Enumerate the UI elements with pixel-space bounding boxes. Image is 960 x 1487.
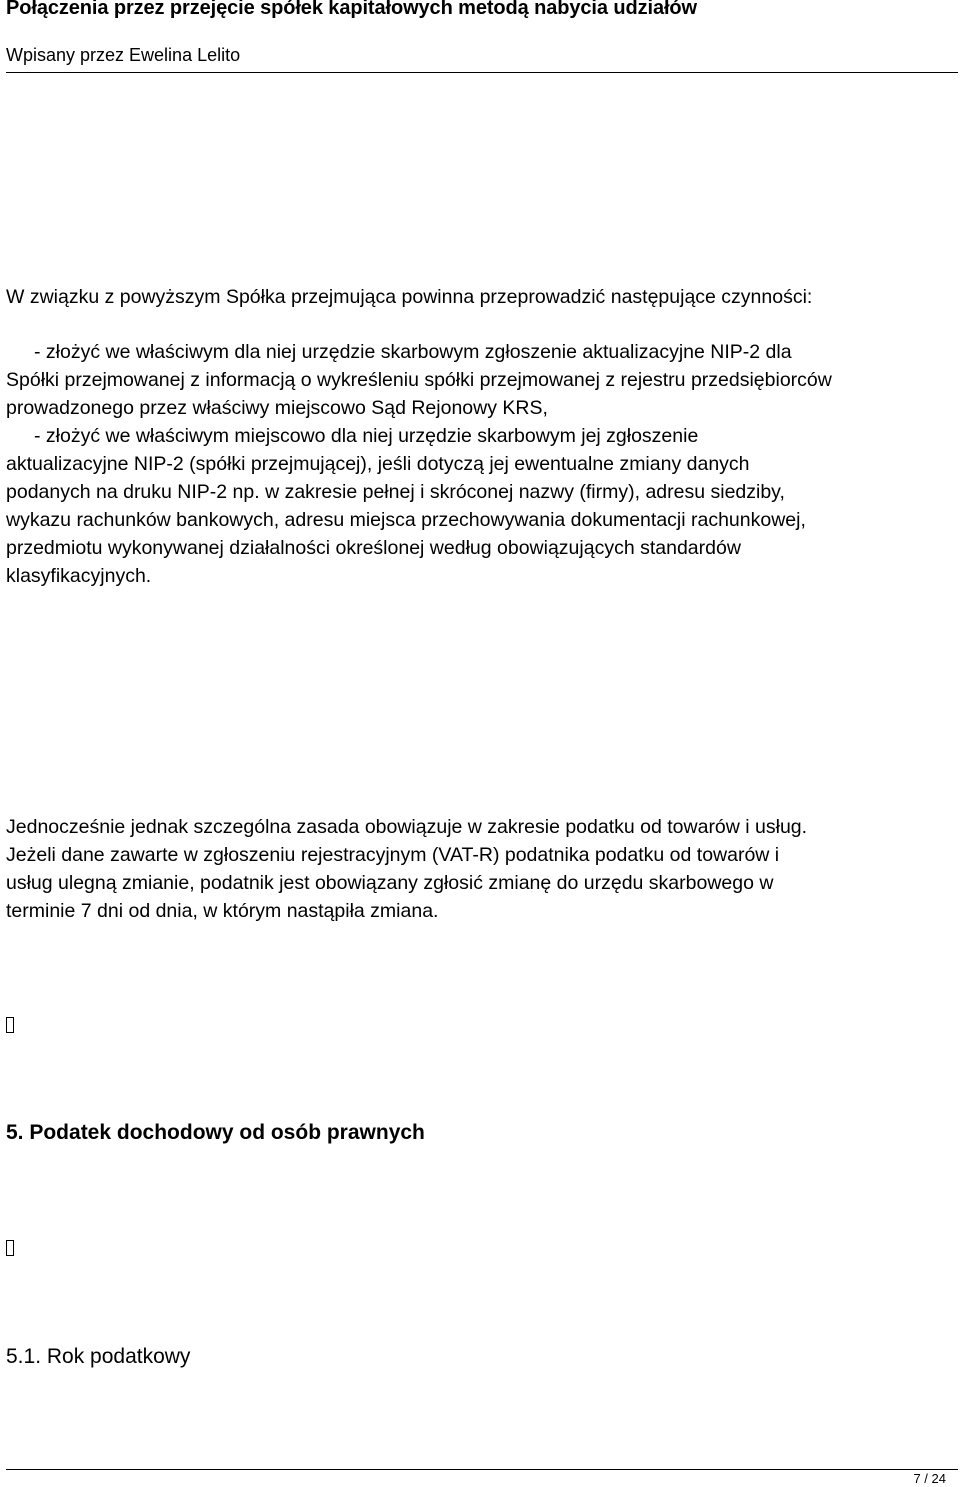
paragraph-line: wykazu rachunków bankowych, adresu miejsca przechowywania dokumentacji rachunkowej, (6, 509, 806, 531)
paragraph-line: Spółki przejmowanej z informacją o wykreśleniu spółki przejmowanej z rejestru przedsiębiorców (6, 369, 832, 391)
footer-divider (6, 1469, 958, 1470)
page-number: 7 / 24 (913, 1471, 946, 1486)
document-title: Połączenia przez przejęcie spółek kapitałowych metodą nabycia udziałów (6, 0, 698, 19)
paragraph-line: klasyfikacyjnych. (6, 565, 152, 587)
paragraph-line: - złożyć we właściwym dla niej urzędzie skarbowym zgłoszenie aktualizacyjne NIP-2 dla (34, 341, 792, 363)
intro-paragraph: W związku z powyższym Spółka przejmująca powinna przeprowadzić następujące czynności: (6, 286, 813, 308)
paragraph-line: terminie 7 dni od dnia, w którym nastąpiła zmiana. (6, 900, 439, 922)
missing-glyph-icon (6, 1240, 14, 1256)
missing-glyph-icon (6, 1017, 14, 1033)
obligations-paragraph (6, 338, 832, 590)
paragraph-line: usług ulegną zmianie, podatnik jest obowiązany zgłosić zmianę do urzędu skarbowego w (6, 872, 774, 894)
vat-paragraph (6, 813, 807, 925)
subsection-heading: 5.1. Rok podatkowy (6, 1345, 191, 1368)
document-author: Wpisany przez Ewelina Lelito (6, 45, 241, 65)
section-heading: 5. Podatek dochodowy od osób prawnych (6, 1121, 425, 1144)
paragraph-line: - złożyć we właściwym miejscowo dla niej urzędzie skarbowym jej zgłoszenie (34, 425, 699, 447)
paragraph-line: Jeżeli dane zawarte w zgłoszeniu rejestracyjnym (VAT-R) podatnika podatku od towarów i (6, 844, 780, 866)
paragraph-line: przedmiotu wykonywanej działalności określonej według obowiązujących standardów (6, 537, 741, 559)
paragraph-line: prowadzonego przez właściwy miejscowo Sąd Rejonowy KRS, (6, 397, 548, 419)
paragraph-line: aktualizacyjne NIP-2 (spółki przejmującej), jeśli dotyczą jej ewentualne zmiany danych (6, 453, 750, 475)
paragraph-line: podanych na druku NIP-2 np. w zakresie pełnej i skróconej nazwy (firmy), adresu siedziby, (6, 481, 785, 503)
paragraph-line: Jednocześnie jednak szczególna zasada obowiązuje w zakresie podatku od towarów i usług. (6, 816, 808, 838)
header-divider (6, 72, 958, 73)
